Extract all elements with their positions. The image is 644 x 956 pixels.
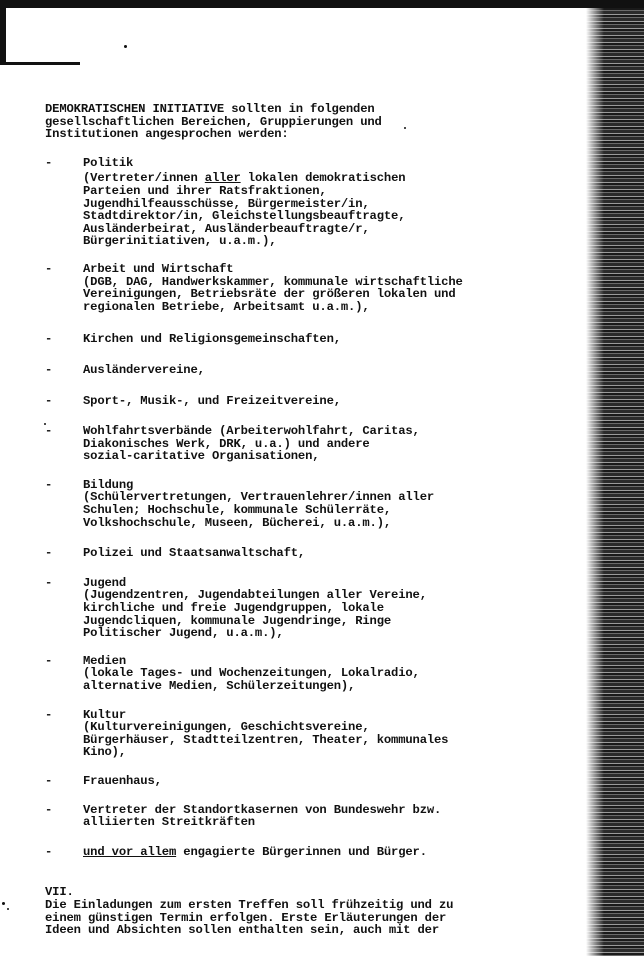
list-item-wohlfahrt <box>45 425 545 463</box>
item-detail-line: Jugendcliquen, kommunale Jugendringe, Ringe <box>83 613 392 628</box>
item-title: Bildung <box>83 477 134 492</box>
item-title: Arbeit und Wirtschaft <box>83 261 234 276</box>
section-line: einem günstigen Termin erfolgen. Erste Erläuterungen der <box>45 910 447 925</box>
item-detail-line: Diakonisches Werk, DRK, u.a.) und andere <box>83 436 370 451</box>
item-detail-line: regionalen Betriebe, Arbeitsamt u.a.m.), <box>83 299 370 314</box>
item-title: Polizei und Staatsanwaltschaft, <box>83 546 306 561</box>
list-item-kultur <box>45 709 545 759</box>
item-detail-line: alternative Medien, Schülerzeitungen), <box>83 679 356 693</box>
item-detail-line: alliierten Streitkräften <box>83 815 255 830</box>
item-detail-line: Jugendhilfeausschüsse, Bürgermeister/in, <box>83 196 370 211</box>
list-item-bildung <box>45 479 545 529</box>
list-dash: - <box>45 261 53 276</box>
item-detail-line: Bürgerinitiativen, u.a.m.), <box>83 234 277 249</box>
item-title: Kultur <box>83 707 126 722</box>
item-detail-line: Stadtdirektor/in, Gleichstellungsbeauftragte, <box>83 209 406 224</box>
list-item-buerger <box>45 846 545 859</box>
list-dash: - <box>45 362 53 377</box>
intro-line: gesellschaftlichen Bereichen, Gruppierungen und <box>45 114 382 129</box>
list-dash: - <box>45 773 53 788</box>
list-dash: - <box>45 707 53 722</box>
list-item-sport <box>45 395 545 408</box>
item-title-text: engagierte Bürgerinnen und Bürger. <box>176 844 427 859</box>
section-heading: VII. <box>45 885 74 900</box>
scan-speck <box>124 45 127 48</box>
item-detail-line: (DGB, DAG, Handwerkskammer, kommunale wirtschaftliche <box>83 274 463 289</box>
list-item-arbeit <box>45 263 545 313</box>
item-title: Politik <box>83 155 134 170</box>
scan-right-border <box>586 8 644 956</box>
item-title: Sport-, Musik-, und Freizeitvereine, <box>83 393 341 408</box>
list-dash: - <box>45 332 53 347</box>
intro-line: DEMOKRATISCHEN INITIATIVE sollten in folgenden <box>45 102 375 116</box>
item-detail-line: Vereinigungen, Betriebsräte der größeren lokalen und <box>83 287 456 302</box>
list-item-auslaendervereine <box>45 364 545 377</box>
scan-left-border <box>0 8 6 64</box>
document-body <box>45 103 545 937</box>
item-detail-line: Politischer Jugend, u.a.m.), <box>83 626 284 641</box>
list-dash: - <box>45 477 53 492</box>
item-detail-line: kirchliche und freie Jugendgruppen, lokale <box>83 601 384 616</box>
item-detail-line: Parteien und ihrer Ratsfraktionen, <box>83 183 327 198</box>
list-dash: - <box>45 393 53 408</box>
scan-top-border <box>0 0 644 8</box>
scan-top-notch <box>0 62 80 65</box>
list-dash: - <box>45 575 53 590</box>
item-detail-line: (Kulturvereinigungen, Geschichtsvereine, <box>83 720 370 735</box>
section-line: Ideen und Absichten sollen enthalten sein, auch mit der <box>45 923 440 938</box>
item-detail-line: Schulen; Hochschule, kommunale Schülerräte, <box>83 503 392 518</box>
section-vii <box>45 886 545 936</box>
intro-line: Institutionen angesprochen werden: <box>45 127 289 142</box>
list-item-vertreter <box>45 804 545 829</box>
list-item-medien <box>45 655 545 693</box>
item-title: Jugend <box>83 575 126 590</box>
item-title: Wohlfahrtsverbände (Arbeiterwohlfahrt, Caritas, <box>83 424 420 439</box>
item-detail-text: lokalen demokratischen <box>240 171 406 186</box>
item-title: Kirchen und Religionsgemeinschaften, <box>83 332 341 347</box>
item-title: Frauenhaus, <box>83 773 162 788</box>
list-dash: - <box>45 844 53 859</box>
item-detail-line: Volkshochschule, Museen, Bücherei, u.a.m.), <box>83 515 392 530</box>
list-dash: - <box>45 653 53 668</box>
item-detail-text: (Vertreter/innen <box>83 171 205 186</box>
list-dash: - <box>45 546 53 561</box>
scan-speck <box>7 908 9 910</box>
underlined-word: aller <box>204 171 241 186</box>
item-detail-line: (lokale Tages- und Wochenzeitungen, Lokalradio, <box>83 666 420 681</box>
item-detail-line: Bürgerhäuser, Stadtteilzentren, Theater, kommunales <box>83 732 449 747</box>
list-item-polizei <box>45 547 545 560</box>
list-dash: - <box>45 424 53 439</box>
item-detail-line: Ausländerbeirat, Ausländerbeauftragte/r, <box>83 221 370 236</box>
item-detail-line: sozial-caritative Organisationen, <box>83 449 320 464</box>
item-title: Medien <box>83 653 126 668</box>
underlined-phrase: und vor allem <box>83 844 177 859</box>
item-title: Ausländervereine, <box>83 362 205 377</box>
list-item-frauenhaus <box>45 775 545 788</box>
intro-paragraph <box>45 103 545 141</box>
item-detail-line: Kino), <box>83 745 126 760</box>
section-line: Die Einladungen zum ersten Treffen soll frühzeitig und zu <box>45 897 454 912</box>
item-title <box>83 846 545 859</box>
list-item-kirchen <box>45 333 545 346</box>
list-dash: - <box>45 802 53 817</box>
list-item-politik <box>45 157 545 248</box>
list-item-jugend <box>45 577 545 640</box>
item-detail-line: (Schülervertretungen, Vertrauenlehrer/innen aller <box>83 490 435 505</box>
scan-speck <box>2 902 5 905</box>
item-detail-line: (Jugendzentren, Jugendabteilungen aller Vereine, <box>83 588 427 603</box>
list-dash: - <box>45 155 53 170</box>
item-title: Vertreter der Standortkasernen von Bundeswehr bzw. <box>83 802 442 817</box>
